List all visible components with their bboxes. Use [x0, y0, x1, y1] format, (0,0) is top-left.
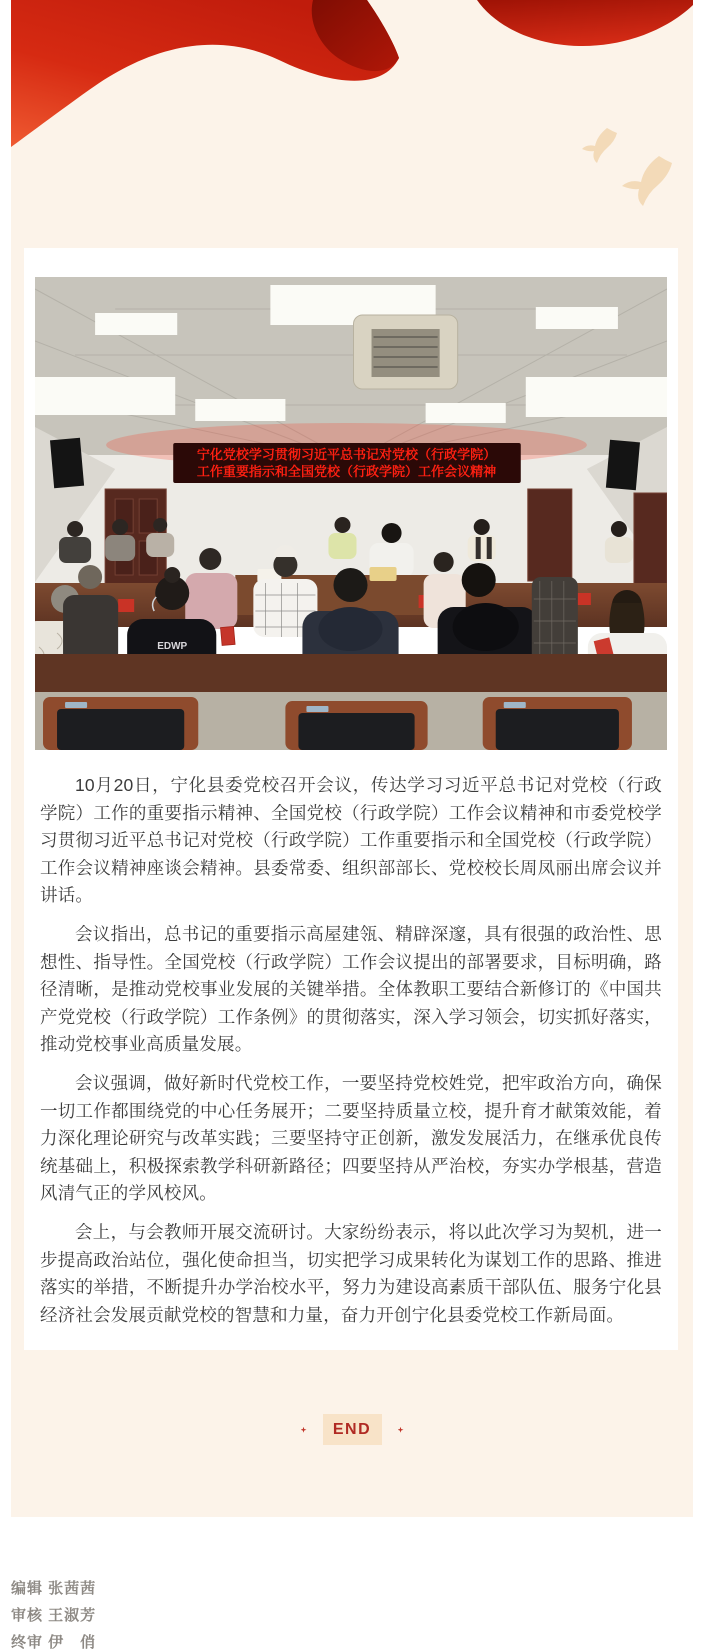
article-paragraph: 会议强调，做好新时代党校工作，一要坚持党校姓党，把牢政治方向，确保一切工作都围绕党的中心任务展开；二要坚持质量立校，提升育才献策效能，着力深化理论研究与改革实践；三要坚持守正创新，激发发展活力，在继承优良传统基础上，积极探索教学科研新路径；四要坚持从严治校，夯实办学根基，营造风清气正的学风校风。 — [40, 1072, 662, 1204]
credits — [11, 1575, 705, 1650]
meeting-photo — [35, 277, 667, 750]
doves-icon — [582, 128, 672, 206]
article-paragraph: 会议指出，总书记的重要指示高屋建瓴、精辟深邃，具有很强的政治性、思想性、指导性。全国党校（行政学院）工作会议提出的部署要求，目标明确，路径清晰，是推动党校事业发展的关键举措。全体教职工要结合新修订的《中国共产党党校（行政学院）工作条例》的贯彻落实，深入学习领会，切实抓好落实，推动党校事业高质量发展。 — [40, 923, 662, 1055]
end-section — [11, 1414, 693, 1445]
photo-speaker-right — [606, 440, 640, 490]
article-card — [24, 248, 678, 1350]
photo-front-table — [35, 654, 667, 692]
article-body — [35, 750, 667, 1329]
sparkle-icon — [398, 1427, 404, 1433]
credit-editor: 编辑 张茜茜 — [11, 1580, 97, 1597]
photo-speaker-left — [50, 438, 84, 488]
wave-right — [477, 0, 693, 46]
shirt-brand-text: EDWP — [157, 641, 188, 652]
credit-reviewer: 审核 王淑芳 — [11, 1607, 97, 1624]
red-wave-banner — [11, 0, 693, 230]
sparkle-icon — [301, 1427, 307, 1433]
article-paragraph: 10月20日，宁化县委党校召开会议，传达学习习近平总书记对党校（行政学院）工作的重要指示精神、全国党校（行政学院）工作会议精神和市委党校学习贯彻习近平总书记对党校（行政学院）工作重要指示和全国党校（行政学院）工作会议精神座谈会精神。县委常委、组织部部长、党校校长周凤丽出席会议并讲话。 — [40, 775, 662, 906]
photo-led-banner-text-line2: 工作重要指示和全国党校（行政学院）工作会议精神 — [196, 464, 497, 479]
photo-ac-vent — [354, 315, 458, 389]
end-badge: END — [323, 1414, 382, 1445]
content-panel — [11, 0, 693, 1517]
article-paragraph: 会上，与会教师开展交流研讨。大家纷纷表示，将以此次学习为契机，进一步提高政治站位，强化使命担当，切实把学习成果转化为谋划工作的思路、推进落实的举措，不断提升办学治校水平，努力为建设高素质干部队伍、服务宁化县经济社会发展贡献党校的智慧和力量，奋力开创宁化县委党校工作新局面。 — [40, 1221, 662, 1325]
credit-final-reviewer: 终审 伊 俏 — [11, 1634, 97, 1650]
photo-led-banner-text-line1: 宁化党校学习贯彻习近平总书记对党校（行政学院） — [196, 447, 497, 462]
photo-foreground-chairs — [43, 697, 632, 750]
